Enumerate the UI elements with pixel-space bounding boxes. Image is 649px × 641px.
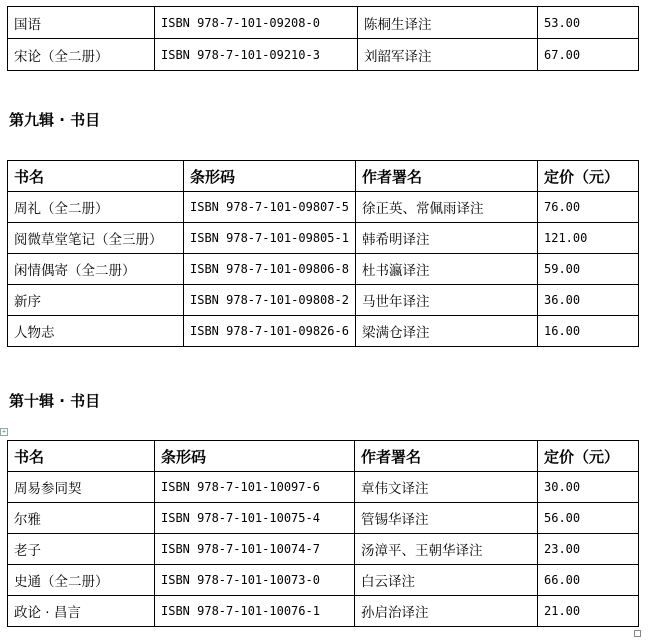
author-cell: 管锡华译注 — [355, 503, 538, 534]
price-cell: 30.00 — [538, 472, 639, 503]
price-cell: 53.00 — [538, 7, 639, 39]
price-cell: 36.00 — [538, 285, 639, 316]
author-cell: 马世年译注 — [356, 285, 538, 316]
header-barcode: 条形码 — [184, 161, 356, 192]
isbn-cell: ISBN 978-7-101-10075-4 — [155, 503, 355, 534]
book-title-cell: 政论 · 昌言 — [8, 596, 155, 627]
book-title-cell: 史通（全二册） — [8, 565, 155, 596]
price-cell: 21.00 — [538, 596, 639, 627]
book-title-cell: 宋论（全二册） — [8, 39, 155, 71]
author-cell: 陈桐生译注 — [358, 7, 538, 39]
table-anchor-icon[interactable]: + — [1, 429, 7, 435]
price-cell: 121.00 — [538, 223, 639, 254]
isbn-cell: ISBN 978-7-101-10073-0 — [155, 565, 355, 596]
price-cell: 59.00 — [538, 254, 639, 285]
author-cell: 刘韶军译注 — [358, 39, 538, 71]
table-row — [8, 316, 639, 347]
price-cell: 56.00 — [538, 503, 639, 534]
book-title-cell: 周礼（全二册） — [8, 192, 184, 223]
author-cell: 徐正英、常佩雨译注 — [356, 192, 538, 223]
book-title-cell: 国语 — [8, 7, 155, 39]
isbn-cell: ISBN 978-7-101-09806-8 — [184, 254, 356, 285]
table-resize-handle[interactable] — [634, 630, 641, 637]
author-cell: 韩希明译注 — [356, 223, 538, 254]
isbn-cell: ISBN 978-7-101-10076-1 — [155, 596, 355, 627]
book-table-section-10 — [7, 440, 639, 627]
price-cell: 67.00 — [538, 39, 639, 71]
author-cell: 孙启治译注 — [355, 596, 538, 627]
table-row — [8, 534, 639, 565]
price-cell: 66.00 — [538, 565, 639, 596]
author-cell: 杜书瀛译注 — [356, 254, 538, 285]
table-row — [8, 503, 639, 534]
book-title-cell: 周易参同契 — [8, 472, 155, 503]
isbn-cell: ISBN 978-7-101-09805-1 — [184, 223, 356, 254]
table-row — [8, 565, 639, 596]
table-row — [8, 472, 639, 503]
price-cell: 23.00 — [538, 534, 639, 565]
section-9-heading: 第九辑 · 书目 — [9, 111, 101, 129]
author-cell: 梁满仓译注 — [356, 316, 538, 347]
table-row — [8, 7, 639, 39]
table-header-row — [8, 441, 639, 472]
isbn-cell: ISBN 978-7-101-09826-6 — [184, 316, 356, 347]
isbn-cell: ISBN 978-7-101-09208-0 — [155, 7, 358, 39]
table-row — [8, 254, 639, 285]
author-cell: 白云译注 — [355, 565, 538, 596]
header-author: 作者署名 — [355, 441, 538, 472]
book-table-continued — [7, 6, 639, 71]
book-title-cell: 阅微草堂笔记（全三册） — [8, 223, 184, 254]
table-row — [8, 285, 639, 316]
table-row — [8, 223, 639, 254]
isbn-cell: ISBN 978-7-101-09808-2 — [184, 285, 356, 316]
isbn-cell: ISBN 978-7-101-10097-6 — [155, 472, 355, 503]
header-title: 书名 — [8, 161, 184, 192]
book-title-cell: 新序 — [8, 285, 184, 316]
table-row — [8, 192, 639, 223]
isbn-cell: ISBN 978-7-101-09210-3 — [155, 39, 358, 71]
book-title-cell: 闲情偶寄（全二册） — [8, 254, 184, 285]
book-title-cell: 人物志 — [8, 316, 184, 347]
table-row — [8, 596, 639, 627]
header-barcode: 条形码 — [155, 441, 355, 472]
price-cell: 76.00 — [538, 192, 639, 223]
header-price: 定价（元） — [538, 161, 639, 192]
section-10-heading: 第十辑 · 书目 — [9, 392, 101, 410]
isbn-cell: ISBN 978-7-101-10074-7 — [155, 534, 355, 565]
author-cell: 章伟文译注 — [355, 472, 538, 503]
book-title-cell: 尔雅 — [8, 503, 155, 534]
isbn-cell: ISBN 978-7-101-09807-5 — [184, 192, 356, 223]
header-author: 作者署名 — [356, 161, 538, 192]
price-cell: 16.00 — [538, 316, 639, 347]
author-cell: 汤漳平、王朝华译注 — [355, 534, 538, 565]
table-header-row — [8, 161, 639, 192]
header-price: 定价（元） — [538, 441, 639, 472]
table-row — [8, 39, 639, 71]
book-title-cell: 老子 — [8, 534, 155, 565]
header-title: 书名 — [8, 441, 155, 472]
book-table-section-9 — [7, 160, 639, 347]
